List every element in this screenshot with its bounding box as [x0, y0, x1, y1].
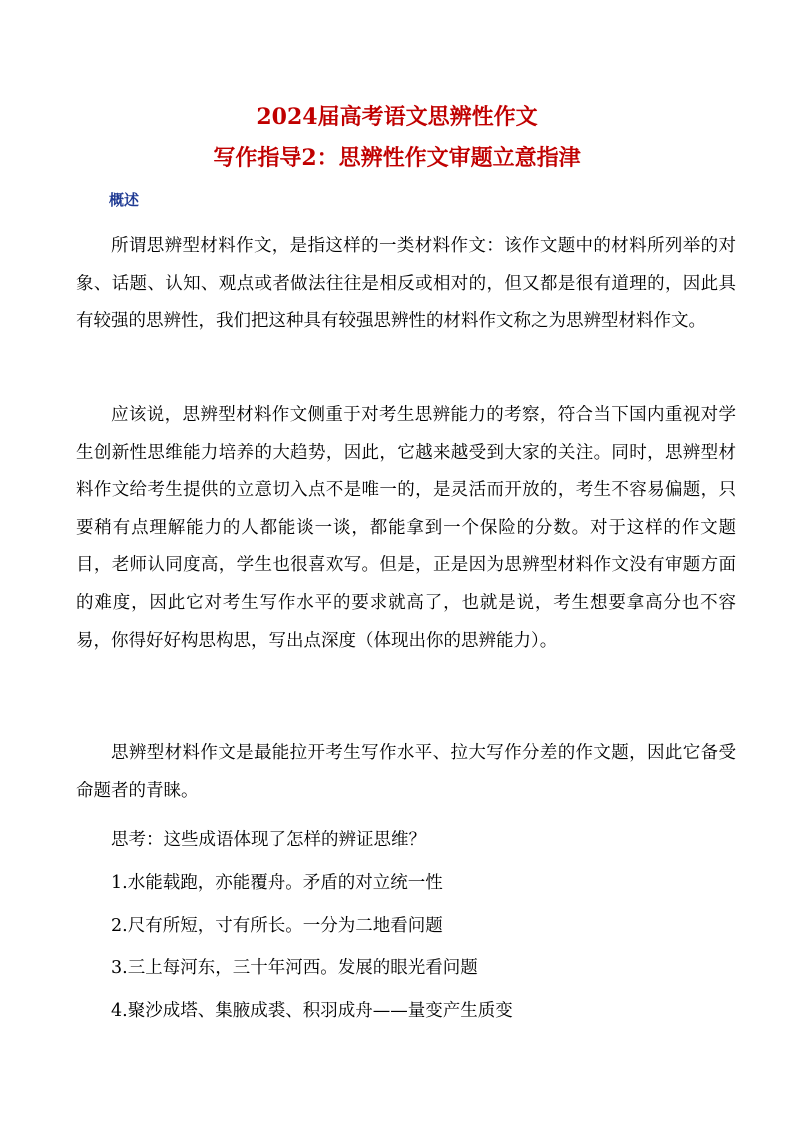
paragraph-3-block — [76, 735, 736, 810]
list-item: 4.聚沙成塔、集腋成裘、积羽成舟——量变产生质变 — [111, 1000, 513, 1021]
paragraph: 所谓思辨型材料作文，是指这样的一类材料作文：该作文题中的材料所列举的对象、话题、认知、观点或者做法往往是相反或相对的，但又都是很有道理的，因此具有较强的思辨性，我们把这种具有较强思辨性的材料作文称之为思辨型材料作文。 — [76, 236, 736, 332]
paragraph: 思辨型材料作文是最能拉开考生写作水平、拉大写作分差的作文题，因此它备受命题者的青睐。 — [76, 743, 736, 801]
document-title: 2024届高考语文思辨性作文 — [256, 104, 538, 130]
paragraph: 应该说，思辨型材料作文侧重于对考生思辨能力的考察，符合当下国内重视对学生创新性思维能力培养的大趋势，因此，它越来越受到大家的关注。同时，思辨型材料作文给考生提供的立意切入点不是唯一的，是灵活而开放的，考生不容易偏题，只要稍有点理解能力的人都能谈一谈，都能拿到一个保险的分数。对于这样的作文题目，老师认同度高，学生也很喜欢写。但是，正是因为思辨型材料作文没有审题方面的难度，因此它对考生写作水平的要求就高了，也就是说，考生想要拿高分也不容易，你得好好构思构思，写出点深度（体现出你的思辨能力）。 — [76, 405, 736, 651]
list-item: 2.尺有所短，寸有所长。一分为二地看问题 — [111, 915, 443, 936]
paragraph-2-block — [76, 397, 736, 660]
idiom-list — [111, 862, 731, 1032]
section-heading: 概述 — [109, 191, 140, 209]
list-item: 3.三上每河东，三十年河西。发展的眼光看问题 — [111, 958, 478, 978]
paragraph-1-block — [76, 228, 736, 341]
document-subtitle: 写作指导2：思辨性作文审题立意指津 — [213, 145, 581, 171]
question-text: 思考：这些成语体现了怎样的辨证思维？ — [111, 830, 426, 850]
question-block — [76, 822, 736, 860]
list-item: 1.水能载跑，亦能覆舟。矛盾的对立统一性 — [111, 873, 443, 893]
